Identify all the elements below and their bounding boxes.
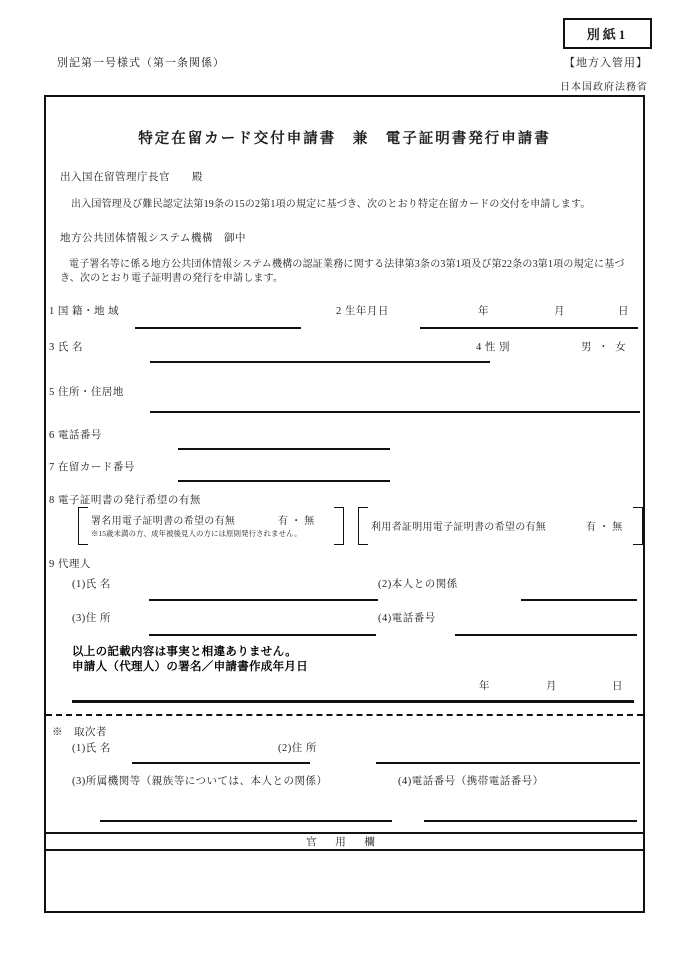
field-name-label: 3 氏 名 xyxy=(49,342,83,353)
agent-relation-input-line xyxy=(521,599,637,601)
intermediary-name-input-line xyxy=(132,762,310,764)
official-use-band xyxy=(46,832,643,851)
right-bracket-icon xyxy=(633,507,643,545)
address-input-line xyxy=(150,411,640,413)
intermediary-phone-label: (4)電話番号（携帯電話番号） xyxy=(398,776,544,787)
right-bracket-icon xyxy=(334,507,344,545)
nationality-input-line xyxy=(135,327,301,329)
date-year-label: 年 xyxy=(479,681,490,692)
intermediary-org-input-line xyxy=(100,820,392,822)
date-day-label: 日 xyxy=(612,681,623,692)
field-birthdate-label: 2 生年月日 xyxy=(336,306,389,317)
attachment-label-box xyxy=(563,18,652,49)
field-address-label: 5 住所・住居地 xyxy=(49,387,124,398)
statement-jlis: 電子署名等に係る地方公共団体情報システム機構の認証業務に関する法律第3条の3第1項及び第22条の3第1項の規定に基づき、次のとおり電子証明書の発行を申請します。 xyxy=(60,259,625,284)
intermediary-address-input-line xyxy=(376,762,640,764)
agent-phone-label: (4)電話番号 xyxy=(378,613,436,624)
user-cert-label: 利用者証明用電子証明書の希望の有無 xyxy=(371,522,547,533)
official-use-area xyxy=(46,851,643,911)
official-use-label: 官 用 欄 xyxy=(306,837,383,848)
signature-cert-options: 有 ・ 無 xyxy=(278,516,315,527)
addressee-jlis: 地方公共団体情報システム機構 御中 xyxy=(60,233,246,244)
agent-section-label: 9 代理人 xyxy=(49,559,91,570)
agent-name-input-line xyxy=(149,599,378,601)
intermediary-name-label: (1)氏 名 xyxy=(72,743,111,754)
statement-immigration: 出入国管理及び難民認定法第19条の15の2第1項の規定に基づき、次のとおり特定在留カードの交付を申請します。 xyxy=(71,199,591,210)
field-sex-label: 4 性 別 xyxy=(476,342,510,353)
usage-label: 【地方入管用】 xyxy=(564,57,648,69)
intermediary-address-label: (2)住 所 xyxy=(278,743,317,754)
intermediary-section-label: ※ 取次者 xyxy=(52,727,107,738)
field-card-number-label: 7 在留カード番号 xyxy=(49,462,135,473)
agent-address-label: (3)住 所 xyxy=(72,613,111,624)
user-cert-box xyxy=(358,507,643,545)
form-code: 別記第一号様式（第一条関係） xyxy=(57,57,225,69)
date-month-label: 月 xyxy=(546,681,557,692)
addressee-immigration: 出入国在留管理庁長官 殿 xyxy=(60,172,203,183)
field-phone-label: 6 電話番号 xyxy=(49,430,102,441)
intermediary-org-label: (3)所属機関等（親族等については、本人との関係） xyxy=(72,776,328,787)
signature-cert-box xyxy=(78,507,344,545)
name-input-line xyxy=(150,361,490,363)
birth-year-label: 年 xyxy=(478,306,489,317)
signature-line xyxy=(72,700,634,703)
intermediary-phone-input-line xyxy=(424,820,637,822)
form-title: 特定在留カード交付申請書 兼 電子証明書発行申請書 xyxy=(138,131,551,147)
agent-relation-label: (2)本人との関係 xyxy=(378,579,458,590)
signature-cert-note: ※15歳未満の方、成年被後見人の方には原則発行されません。 xyxy=(91,529,302,538)
section-divider-dashed xyxy=(46,714,643,716)
left-bracket-icon xyxy=(78,507,88,545)
agent-name-label: (1)氏 名 xyxy=(72,579,111,590)
agent-phone-input-line xyxy=(455,634,637,636)
field-nationality-label: 1 国 籍・地 域 xyxy=(49,306,120,317)
left-bracket-icon xyxy=(358,507,368,545)
ministry-label: 日本国政府法務省 xyxy=(560,82,648,93)
signature-cert-label: 署名用電子証明書の希望の有無 xyxy=(91,516,236,527)
card-number-input-line xyxy=(178,480,390,482)
sex-options: 男 ・ 女 xyxy=(581,342,628,353)
declaration-line2: 申請人（代理人）の署名／申請書作成年月日 xyxy=(72,661,308,673)
declaration-line1: 以上の記載内容は事実と相違ありません。 xyxy=(72,646,297,658)
user-cert-options: 有 ・ 無 xyxy=(586,522,623,533)
cert-section-label: 8 電子証明書の発行希望の有無 xyxy=(49,495,201,506)
phone-input-line xyxy=(178,448,390,450)
birth-day-label: 日 xyxy=(618,306,629,317)
birth-month-label: 月 xyxy=(554,306,565,317)
agent-address-input-line xyxy=(149,634,376,636)
application-form xyxy=(44,95,645,913)
attachment-label: 別紙1 xyxy=(586,27,629,42)
birthdate-input-line xyxy=(420,327,638,329)
